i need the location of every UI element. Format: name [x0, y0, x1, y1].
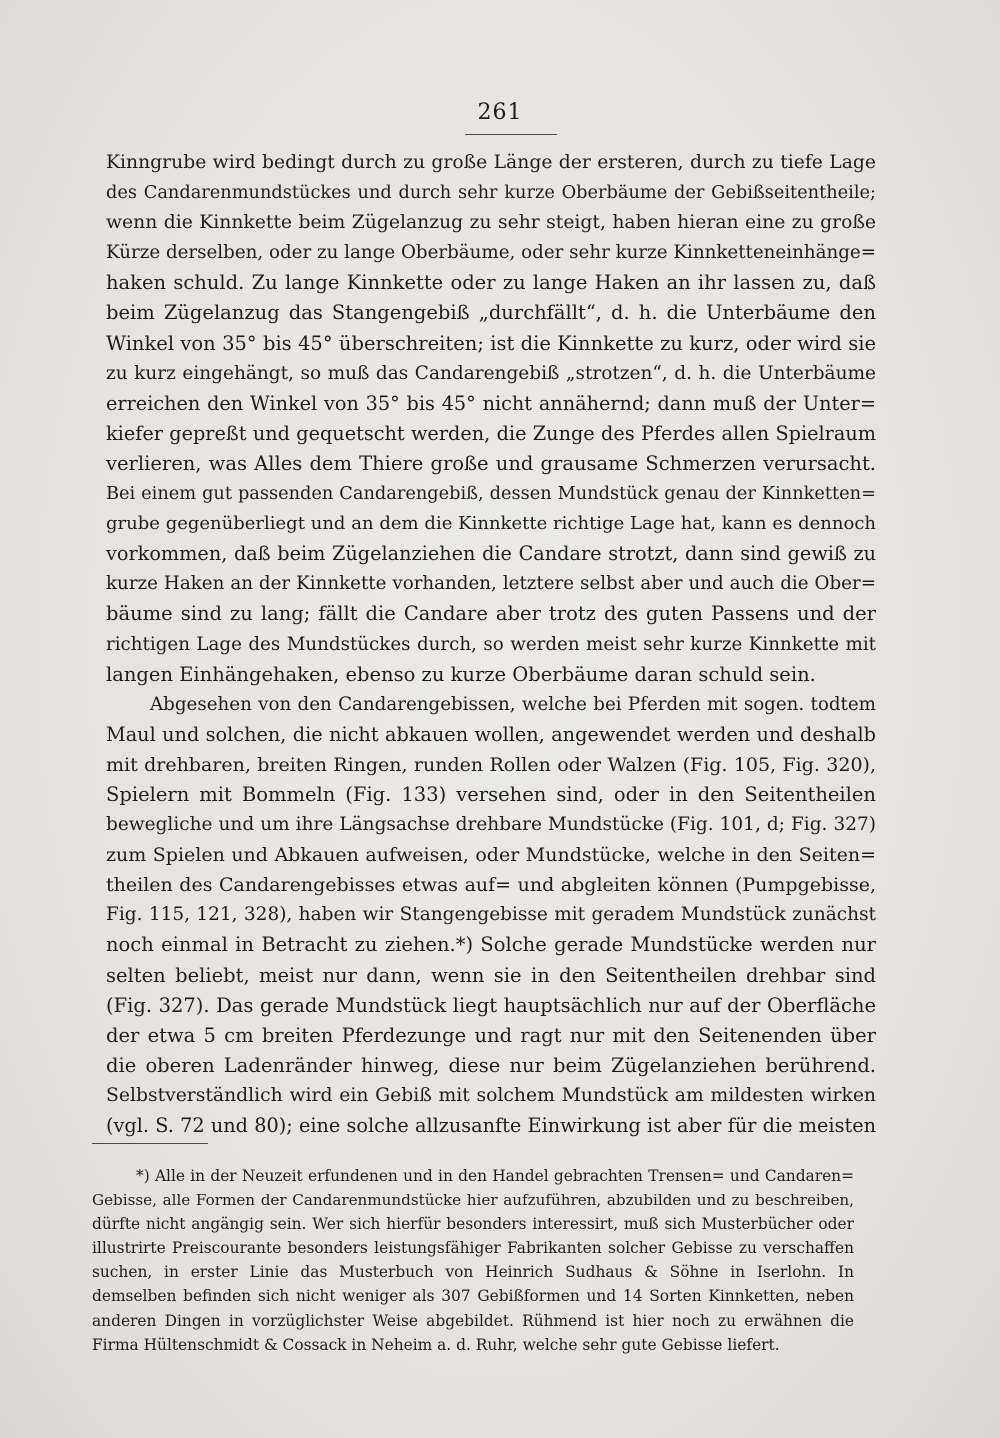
- text-line: Abgesehen von den Candarengebissen, welche bei Pferden mit sogen. todtem: [150, 693, 876, 715]
- body-text: [106, 148, 876, 1141]
- footnote-line: suchen, in erster Linie das Musterbuch von Heinrich Sudhaus & Söhne in Iserlohn. In: [92, 1263, 854, 1282]
- text-line: des Candarenmundstückes und durch sehr kurze Oberbäume der Gebißseitentheile;: [106, 183, 876, 204]
- text-line: Bei einem gut passenden Candarengebiß, dessen Mundstück genau der Kinnketten=: [106, 484, 876, 505]
- text-line: kurze Haken an der Kinnkette vorhanden, letztere selbst aber und auch die Ober=: [106, 573, 876, 595]
- text-line: Fig. 115, 121, 328), haben wir Stangengebisse mit geradem Mundstück zunächst: [106, 904, 876, 926]
- text-line: theilen des Candarengebisses etwas auf= und abgleiten können (Pumpgebisse,: [106, 874, 876, 897]
- text-line: Spielern mit Bommeln (Fig. 133) versehen sind, oder in den Seitentheilen: [106, 782, 876, 806]
- footnote-line: Firma Hültenschmidt & Cossack in Neheim a. d. Ruhr, welche sehr gute Gebisse liefert.: [92, 1335, 780, 1354]
- text-line: vorkommen, daß beim Zügelanziehen die Candare strotzt, dann sind gewiß zu: [106, 542, 876, 566]
- text-line: (Fig. 327). Das gerade Mundstück liegt hauptsächlich nur auf der Oberfläche: [106, 993, 876, 1017]
- text-line: zum Spielen und Abkauen aufweisen, oder Mundstücke, welche in den Seiten=: [106, 844, 876, 867]
- footnote-line: Gebisse, alle Formen der Candarenmundstücke hier aufzuführen, abzubilden und zu beschreiben,: [92, 1191, 854, 1210]
- footnote-line: dürfte nicht angängig sein. Wer sich hierfür besonders interessirt, muß sich Musterbücher oder: [92, 1215, 854, 1234]
- text-line: kiefer gepreßt und gequetscht werden, die Zunge des Pferdes allen Spielraum: [106, 421, 876, 445]
- footnote-line: anderen Dingen in vorzüglichster Weise abgebildet. Rühmend ist hier noch zu erwähnen die: [92, 1311, 854, 1330]
- footnote-line: *) Alle in der Neuzeit erfundenen und in den Handel gebrachten Trensen= und Candaren=: [136, 1167, 854, 1185]
- text-line: mit drehbaren, breiten Ringen, runden Rollen oder Walzen (Fig. 105, Fig. 320),: [106, 753, 876, 776]
- text-line: beim Zügelanzug das Stangengebiß „durchfällt“, d. h. die Unterbäume den: [106, 301, 876, 325]
- text-line: zu kurz eingehängt, so muß das Candarengebiß „strotzen“, d. h. die Unterbäume: [106, 362, 876, 384]
- text-line: verlieren, was Alles dem Thiere große und grausame Schmerzen verursacht.: [106, 451, 876, 475]
- text-line: der etwa 5 cm breiten Pferdezunge und ragt nur mit den Seitenenden über: [106, 1023, 876, 1047]
- footnote-line: illustrirte Preiscourante besonders leistungsfähiger Fabrikanten solcher Gebisse zu verschaffen: [92, 1239, 854, 1258]
- text-line: (vgl. S. 72 und 80); eine solche allzusanfte Einwirkung ist aber für die meisten: [106, 1114, 876, 1137]
- footnote: [92, 1164, 854, 1357]
- text-line: Kürze derselben, oder zu lange Oberbäume, oder sehr kurze Kinnketteneinhänge=: [106, 242, 876, 264]
- text-line: die oberen Ladenränder hinweg, diese nur beim Zügelanziehen berührend.: [106, 1053, 876, 1077]
- text-line: grube gegenüberliegt und an dem die Kinnkette richtige Lage hat, kann es dennoch: [106, 513, 876, 535]
- text-line: richtigen Lage des Mundstückes durch, so werden meist sehr kurze Kinnkette mit: [106, 633, 876, 655]
- text-line: bäume sind zu lang; fällt die Candare aber trotz des guten Passens und der: [106, 602, 876, 626]
- text-line: langen Einhängehaken, ebenso zu kurze Oberbäume daran schuld sein.: [106, 662, 816, 686]
- text-line: Winkel von 35° bis 45° überschreiten; ist die Kinnkette zu kurz, oder wird sie: [106, 331, 876, 355]
- text-line: Kinngrube wird bedingt durch zu große Länge der ersteren, durch zu tiefe Lage: [106, 152, 876, 173]
- text-line: haken schuld. Zu lange Kinnkette oder zu lange Haken an ihr lassen zu, daß: [106, 271, 876, 295]
- header-rule: [465, 134, 557, 135]
- text-line: Maul und solchen, die nicht abkauen wollen, angewendet werden und deshalb: [106, 722, 876, 746]
- page-number: 261: [477, 100, 523, 125]
- text-line: selten beliebt, meist nur dann, wenn sie in den Seitentheilen drehbar sind: [106, 963, 876, 987]
- text-line: erreichen den Winkel von 35° bis 45° nicht annähernd; dann muß der Unter=: [106, 391, 876, 415]
- text-line: noch einmal in Betracht zu ziehen.*) Solche gerade Mundstücke werden nur: [106, 933, 876, 957]
- text-line: wenn die Kinnkette beim Zügelanzug zu sehr steigt, haben hieran eine zu große: [106, 212, 876, 234]
- text-line: bewegliche und um ihre Längsachse drehbare Mundstücke (Fig. 101, d; Fig. 327): [106, 814, 876, 836]
- footnote-rule: [92, 1143, 208, 1144]
- text-line: Selbstverständlich wird ein Gebiß mit solchem Mundstück am mildesten wirken: [106, 1084, 876, 1106]
- footnote-line: demselben befinden sich nicht weniger als 307 Gebißformen und 14 Sorten Kinnketten, neben: [92, 1287, 854, 1306]
